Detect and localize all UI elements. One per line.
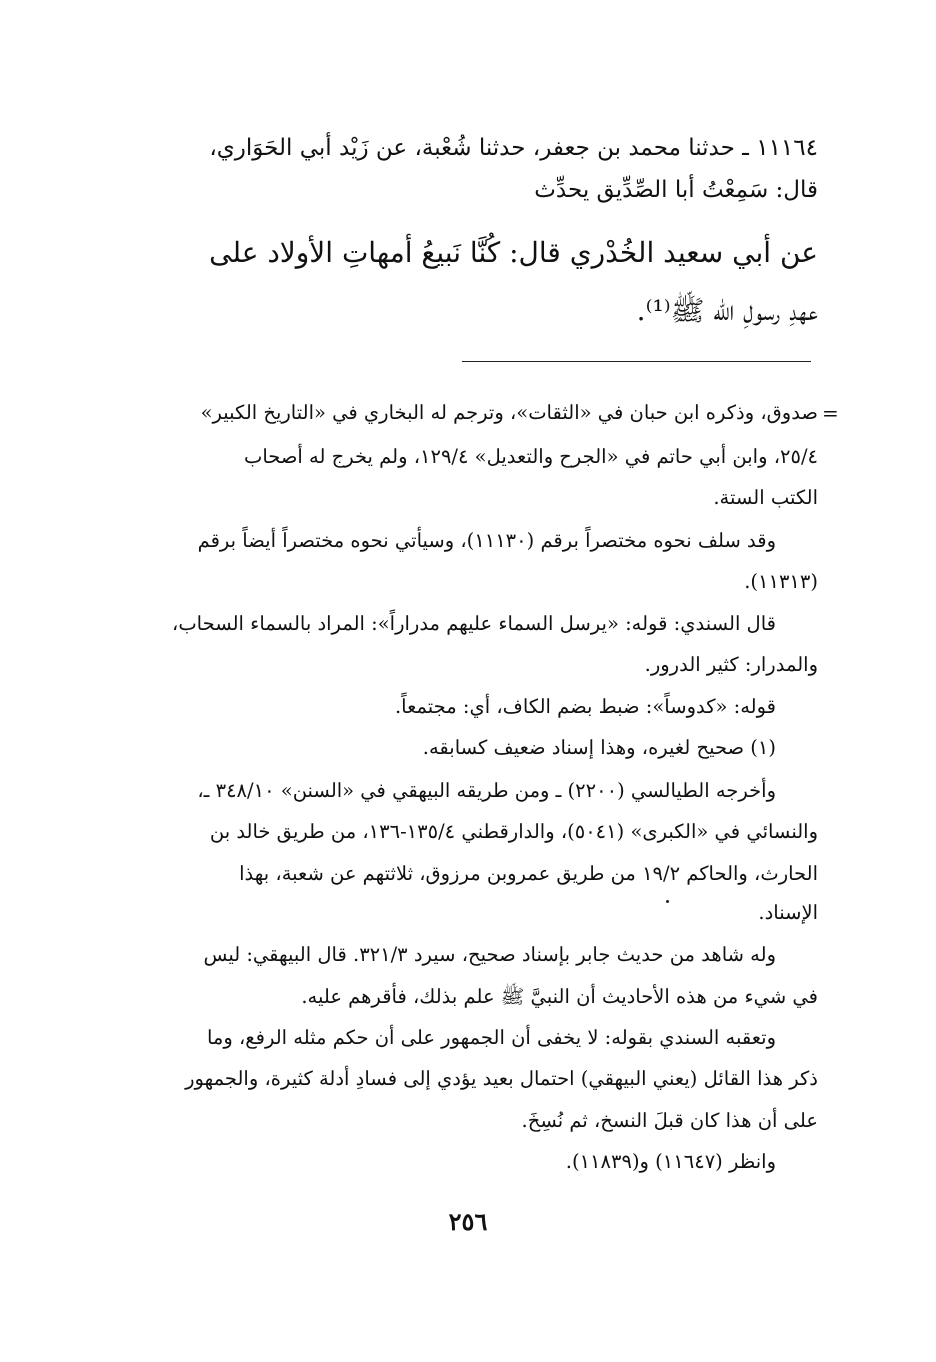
footnote-line: (١١٣١٣). <box>744 570 818 593</box>
footnote-line: وله شاهد من حديث جابر بإسناد صحيح، سيرد ٣٢١/٣. قال البيهقي: ليس <box>203 943 776 966</box>
footnote-line: الإسناد. <box>758 901 818 924</box>
footnote-line: والمدرار: كثير الدرور. <box>644 653 818 676</box>
footnote-line: قوله: «كدوساً»: ضبط بضم الكاف، أي: مجتمعاً. <box>394 695 776 718</box>
footnote-line: وتعقبه السندي بقوله: لا يخفى أن الجمهور على أن حكم مثله الرفع، وما <box>206 1026 776 1049</box>
continuation-marker: = <box>822 401 839 425</box>
footnote-line: ذكر هذا القائل (يعني البيهقي) احتمال بعيد يؤدي إلى فسادِ أدلة كثيرة، والجمهور <box>185 1067 818 1090</box>
footnote-line: صدوق، وذكره ابن حبان في «الثقات»، وترجم له البخاري في «التاريخ الكبير» <box>200 401 818 424</box>
footnote-line: ٢٥/٤، وابن أبي حاتم في «الجرح والتعديل» ١٢٩/٤، ولم يخرج له أصحاب <box>243 445 818 468</box>
footnote-line: على أن هذا كان قبلَ النسخ، ثم نُسِخَ. <box>521 1109 818 1132</box>
hadith-text-line-2: عهدِ رسولِ الله ﷺ⁽¹⁾. <box>636 294 818 327</box>
footnote-line: والنسائي في «الكبرى» (٥٠٤١)، والدارقطني ١٣٥/٤-١٣٦، من طريق خالد بن <box>209 820 818 843</box>
footnote-line: الحارث، والحاكم ١٩/٢ من طريق عمروبن مرزوق، ثلاثتهم عن شعبة، بهذا <box>239 862 818 885</box>
footnote-line: وأخرجه الطيالسي (٢٢٠٠) ـ ومن طريقه البيهقي في «السنن» ٣٤٨/١٠ ـ، <box>197 779 776 802</box>
footnote-line: وانظر (١١٦٤٧) و(١١٨٣٩). <box>565 1150 776 1173</box>
footnote-number-1: (١) صحيح لغيره، وهذا إسناد ضعيف كسابقه. <box>422 736 776 759</box>
footnote-line: في شيء من هذه الأحاديث أن النبيَّ ﷺ علم بذلك، فأقرهم عليه. <box>301 985 818 1008</box>
page-number: ٢٥٦ <box>448 1207 488 1236</box>
footnote-separator <box>462 361 811 362</box>
footnote-line: الكتب الستة. <box>713 486 818 509</box>
footnote-line: وقد سلف نحوه مختصراً برقم (١١١٣٠)، وسيأتي نحوه مختصراً أيضاً برقم <box>197 529 776 552</box>
hadith-chain-line-2: قال: سَمِعْتُ أبا الصِّدِّيق يحدِّث <box>534 177 818 203</box>
stray-dot <box>666 900 669 903</box>
hadith-chain-line-1: ١١١٦٤ ـ حدثنا محمد بن جعفر، حدثنا شُعْبة، عن زَيْد أبي الحَوَاري، <box>209 135 818 161</box>
hadith-text-line-1: عن أبي سعيد الخُدْري قال: كُنَّا نَبيعُ أمهاتِ الأولاد على <box>209 236 818 269</box>
footnote-line: قال السندي: قوله: «يرسل السماء عليهم مدراراً»: المراد بالسماء السحاب، <box>172 612 776 635</box>
